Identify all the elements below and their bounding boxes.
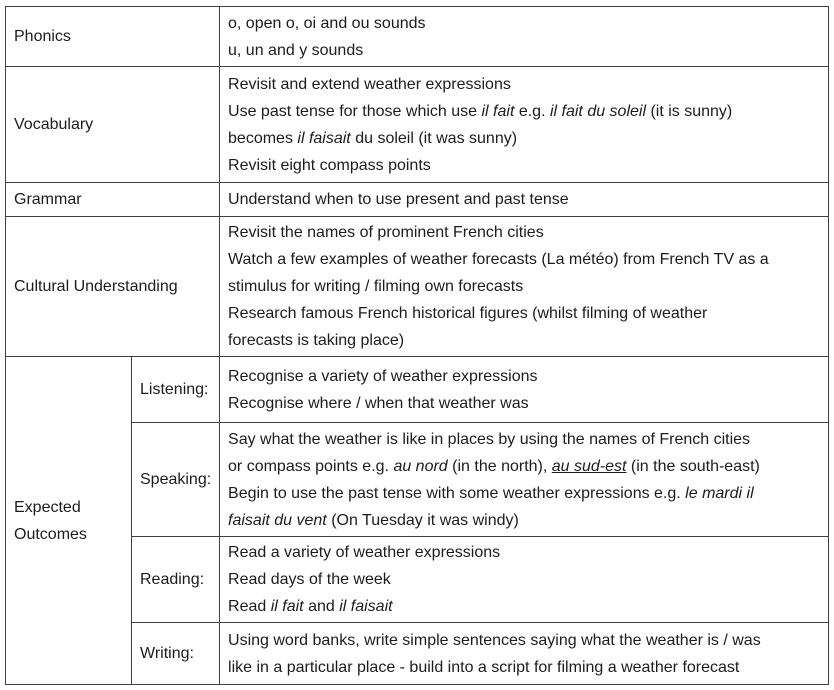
row-label: Grammar xyxy=(14,191,82,208)
text-segment: Use past tense for those which use xyxy=(228,102,482,120)
row-label: Expected Outcomes xyxy=(14,498,87,543)
row-label: Phonics xyxy=(14,28,71,45)
text-segment: du soleil (it was sunny) xyxy=(350,129,518,147)
text-segment: Watch a few examples of weather forecasts (La météo) from French TV as a xyxy=(228,251,769,268)
row-label: Cultural Understanding xyxy=(14,278,178,295)
text-line xyxy=(228,186,820,213)
text-segment: faisait du vent xyxy=(228,511,327,529)
text-segment: or compass points e.g. xyxy=(228,457,394,475)
text-segment: forecasts is taking place) xyxy=(228,332,405,349)
text-line xyxy=(228,453,820,480)
text-segment: u, un and y sounds xyxy=(228,41,364,59)
text-line xyxy=(228,566,820,593)
content-cell xyxy=(220,183,829,217)
table-row-listening xyxy=(6,357,829,423)
label-cell-vocabulary xyxy=(6,67,220,183)
text-segment: Read a variety of weather expressions xyxy=(228,544,501,561)
content-cell xyxy=(220,217,829,357)
text-line xyxy=(228,219,820,246)
label-cell-expected-outcomes xyxy=(6,357,132,685)
row-label: Vocabulary xyxy=(14,116,94,133)
row-label: Listening: xyxy=(140,381,209,398)
text-line xyxy=(228,152,820,179)
curriculum-table xyxy=(5,6,829,685)
text-segment: Say what the weather is like in places by using the names of French cities xyxy=(228,430,751,448)
table-row-cultural-understanding xyxy=(6,217,829,357)
text-line xyxy=(228,300,820,327)
text-line xyxy=(228,37,820,64)
label-cell-speaking xyxy=(132,423,220,537)
text-segment: Revisit and extend weather expressions xyxy=(228,75,511,93)
text-line xyxy=(228,390,820,417)
text-segment: stimulus for writing / filming own forecasts xyxy=(228,278,524,295)
text-segment: becomes xyxy=(228,129,298,147)
text-line xyxy=(228,654,820,681)
text-line xyxy=(228,327,820,354)
label-cell-reading xyxy=(132,537,220,623)
text-segment: (in the north), xyxy=(447,457,552,475)
label-cell-grammar xyxy=(6,183,220,217)
text-segment: au sud-est xyxy=(551,457,627,475)
text-line xyxy=(228,480,820,507)
row-label: Writing: xyxy=(140,645,194,662)
label-cell-listening xyxy=(132,357,220,423)
text-segment: Recognise where / when that weather was xyxy=(228,394,529,412)
text-segment: Recognise a variety of weather expressions xyxy=(228,367,538,385)
text-line xyxy=(228,363,820,390)
text-segment: le mardi il xyxy=(685,484,754,502)
table-row-phonics xyxy=(6,7,829,67)
text-line xyxy=(228,627,820,654)
content-cell xyxy=(220,423,829,537)
text-segment: like in a particular place - build into a script for filming a weather forecast xyxy=(228,658,740,676)
text-segment: au nord xyxy=(393,457,448,475)
text-segment: Understand when to use present and past tense xyxy=(228,191,569,208)
text-line xyxy=(228,426,820,453)
label-cell-writing xyxy=(132,623,220,685)
text-segment: Begin to use the past tense with some weather expressions e.g. xyxy=(228,484,686,502)
label-cell-cultural-understanding xyxy=(6,217,220,357)
text-line xyxy=(228,71,820,98)
table-row-grammar xyxy=(6,183,829,217)
row-label: Reading: xyxy=(140,571,205,588)
content-cell xyxy=(220,357,829,423)
text-segment: Revisit eight compass points xyxy=(228,156,431,174)
text-segment: il fait xyxy=(270,598,304,615)
text-line xyxy=(228,246,820,273)
text-segment: (it is sunny) xyxy=(646,102,733,120)
text-segment: il faisait xyxy=(297,129,351,147)
text-line xyxy=(228,125,820,152)
text-segment: o, open o, oi and ou sounds xyxy=(228,14,426,32)
text-line xyxy=(228,539,820,566)
curriculum-table-body xyxy=(6,7,829,685)
text-segment: and xyxy=(303,598,340,615)
text-segment: il fait xyxy=(481,102,515,120)
content-cell xyxy=(220,7,829,67)
content-cell xyxy=(220,623,829,685)
text-segment: (in the south-east) xyxy=(626,457,760,475)
text-segment: Using word banks, write simple sentences saying what the weather is / was xyxy=(228,631,761,649)
table-row-vocabulary xyxy=(6,67,829,183)
content-cell xyxy=(220,67,829,183)
label-cell-phonics xyxy=(6,7,220,67)
text-segment: Read days of the week xyxy=(228,571,391,588)
text-segment: (On Tuesday it was windy) xyxy=(326,511,519,529)
row-label: Speaking: xyxy=(140,471,212,488)
text-segment: Research famous French historical figures (whilst filming of weather xyxy=(228,305,708,322)
text-line xyxy=(228,593,820,620)
text-segment: Revisit the names of prominent French cities xyxy=(228,224,544,241)
content-cell xyxy=(220,537,829,623)
text-line xyxy=(228,10,820,37)
text-segment: Read xyxy=(228,598,271,615)
text-line xyxy=(228,507,820,534)
text-line xyxy=(228,98,820,125)
text-segment: il fait du soleil xyxy=(549,102,647,120)
text-segment: il faisait xyxy=(339,598,393,615)
text-segment: e.g. xyxy=(514,102,550,120)
text-line xyxy=(228,273,820,300)
